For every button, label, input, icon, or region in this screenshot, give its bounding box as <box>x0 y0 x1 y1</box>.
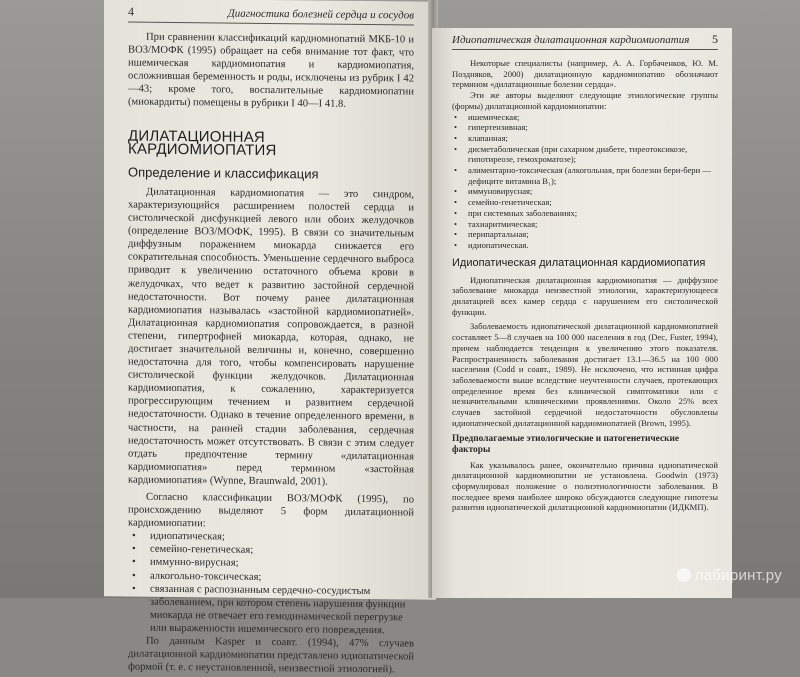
left-running-head-title: Диагностика болезней сердца и сосудов <box>227 7 414 22</box>
labirint-logo-icon <box>677 568 691 582</box>
left-running-head <box>128 5 414 26</box>
groups-list <box>452 112 718 251</box>
closing-paragraph: По данным Kasper и соавт. (1994), 47% случаев дилатационной кардиомиопатии представлено идиопатической формой (т. е. с неустановленной, неизвестной этиологией). <box>128 635 414 676</box>
list-item: • иммуновирусная; <box>452 186 718 197</box>
list-item: • при системных заболеваниях; <box>452 208 718 219</box>
list-item: • идиопатическая. <box>452 240 718 251</box>
list-item: • ишемическая; <box>452 112 718 123</box>
subheading-definition: Определение и классификация <box>128 164 319 182</box>
list-item: • алиментарно-токсическая (алкогольная, при болезни бери-бери — дефиците витамина B₁); <box>452 165 718 186</box>
right-paragraph-1: Идиопатическая дилатационная кардиомиопатия — диффузное заболевание миокарда неизвестной этиологии, характеризующееся дилатацией всех камер сердца с нарушением его систолической функции. <box>452 274 718 317</box>
forms-list <box>128 530 414 638</box>
list-item: • семейно-генетическая; <box>128 543 414 559</box>
right-page-number: 5 <box>712 32 718 46</box>
left-intro-paragraph: При сравнении классификаций кардиомиопатий МКБ-10 и ВОЗ/МОФК (1995) обращает на себя внимание тот факт, что ишемическая кардиомиопатия и кардиомиопатия, осложнившая беременность и роды, исключены из рубрик I 42—43; кроме того, воспалительные кардиомиопатии (миокардиты) помещены в рубрики I 40—I 41.8. <box>128 31 414 111</box>
list-item: • связанная с распознанным сердечно-сосудистым заболеванием, при котором степень нарушения функции миокарда не отвечает его гемодинамической перегрузке или выраженности ишемического его повреждения. <box>128 582 414 637</box>
watermark-text: лабиринт.ру <box>694 567 782 584</box>
right-intro-paragraph: Некоторые специалисты (например, А. А. Горбаченков, Ю. М. Поздняков, 2000) дилатационную кардиомиопатию обозначают термином «дилатационные болезни сердца». <box>452 58 718 90</box>
right-running-head-title: Идиопатическая дилатационная кардиомиопатия <box>452 34 690 46</box>
list-item: • тахиаритмическая; <box>452 219 718 230</box>
list-item: • идиопатическая; <box>128 530 414 546</box>
right-paragraph-2: Заболеваемость идиопатической дилатационной кардиомиопатией составляет 5—8 случаев на 100 000 населения в год (Dec, Fuster, 1994), причем наблюдается тенденция к увеличению этого показателя. Распространенность заболевания достигает 13.1—36.5 на 100 000 населения (Codd и соавт., 1989). Не исключено, что истинная цифра заболеваемости выше вследствие неучтенности случаев, протекающих определенное время без клинической симптоматики или с незначительными клиническими проявлениями. Около 25% всех случаев застойной сердечной недостаточности обусловлены идиопатической дилатационной кардиомиопатией (Brown, 1995). <box>452 321 718 428</box>
watermark <box>677 567 782 584</box>
etiology-subheading: Предполагаемые этиологические и патогенетические факторы <box>452 433 680 455</box>
list-item: • алкогольно-токсическая; <box>128 569 414 585</box>
definition-paragraph: Дилатационная кардиомиопатия — это синдром, характеризующийся расширением полостей сердца и систолической дисфункцией левого или обоих желудочков (определение ВОЗ/МОФК, 1995). В связи со значительным диффузным поражением миокарда снижается его сократительная способность. Уменьшение сердечного выброса приводит к увеличению остаточного объема крови в желудочках, что ведет к развитию застойной сердечной недостаточности. Вот почему ранее дилатационная кардиомиопатия называлась «застойной кардиомиопатией». Дилатационная кардиомиопатия сопровождается, в разной степени, гипертрофией миокарда, которая, однако, не достигает значительной величины и, конечно, совершенно недостаточна для того, чтобы компенсировать нарушение систолической функции желудочков. Дилатационная кардиомиопатия, к сожалению, характеризуется прогрессирующим течением и развитием сердечной недостаточности. Однако в течение определенного времени, в частности, на ранней стадии заболевания, сердечная недостаточность может отсутствовать. В связи с этим следует отдать предпочтение термину «дилатационная кардиомиопатия» перед термином «застойная кардиомиопатия» (Wynne, Braunwald, 2001). <box>128 186 414 488</box>
list-item: • перипартальная; <box>452 229 718 240</box>
list-item: • иммунно-вирусная; <box>128 556 414 572</box>
right-paragraph-3: Как указывалось ранее, окончательно причина идиопатической дилатационной кардиомиопатии не установлена. Goodwin (1973) сформулировал положение о полиэтиологичности заболевания. В последнее время наиболее широко обсуждаются следующие гипотезы развития идиопатической дилатационной кардиомиопатии (ИДКМП). <box>452 459 718 513</box>
groups-intro: Эти же авторы выделяют следующие этиологические группы (формы) дилатационной кардиомиопатии: <box>452 90 718 111</box>
list-item: • дисметаболическая (при сахарном диабете, тиреотоксикозе, гипотиреозе, гемохроматозе); <box>452 144 718 165</box>
main-heading: ДИЛАТАЦИОННАЯ КАРДИОМИОПАТИЯ <box>128 127 277 159</box>
classification-intro: Согласно классификации ВОЗ/МОФК (1995), по происхождению выделяют 5 форм дилатационной кардиомиопатии: <box>128 491 414 530</box>
list-item: • клапанная; <box>452 133 718 144</box>
idiopathic-heading: Идиопатическая дилатационная кардиомиопатия <box>452 256 706 269</box>
right-page <box>432 28 732 598</box>
left-page <box>104 0 436 676</box>
left-page-number: 4 <box>128 4 134 19</box>
right-running-head <box>452 32 718 50</box>
list-item: • семейно-генетическая; <box>452 197 718 208</box>
list-item: • гипертензивная; <box>452 122 718 133</box>
